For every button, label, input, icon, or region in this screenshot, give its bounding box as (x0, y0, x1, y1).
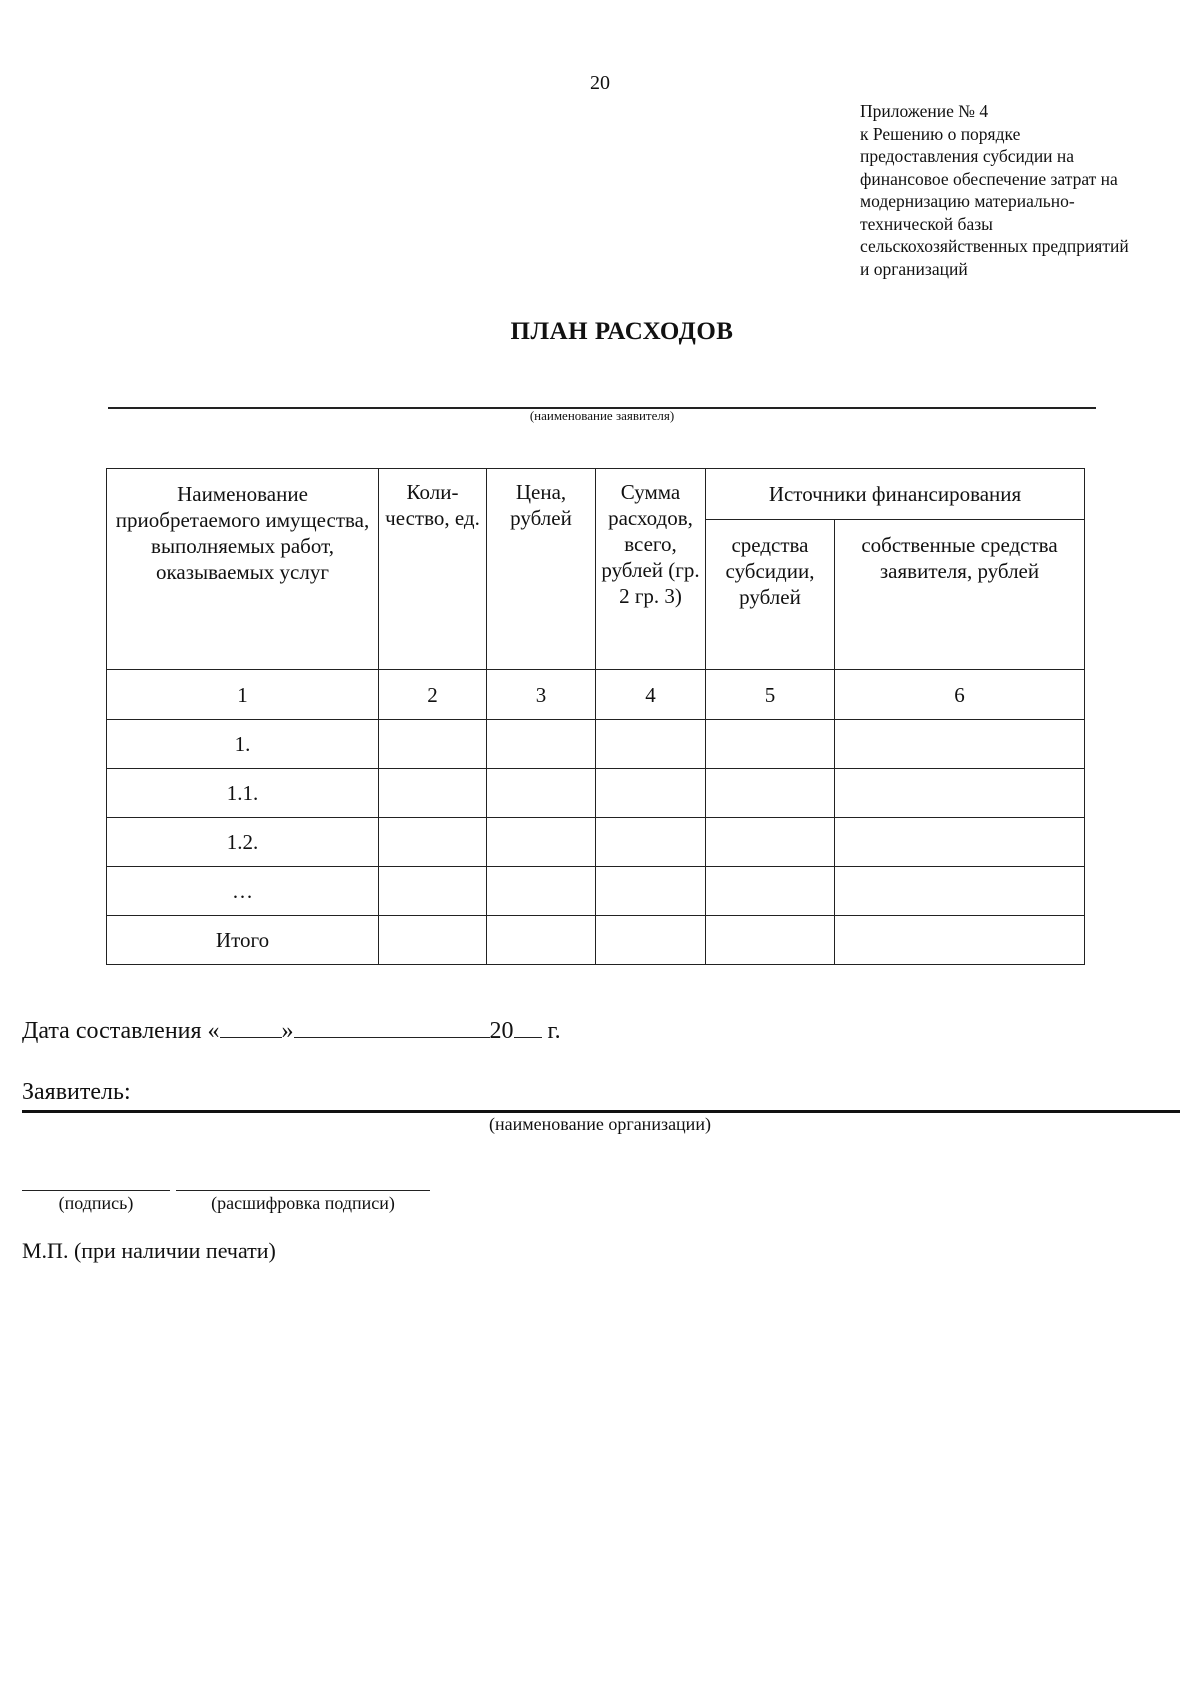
table-cell (379, 916, 487, 965)
table-cell (706, 916, 835, 965)
column-number: 2 (379, 670, 487, 720)
date-prefix: Дата составления « (22, 1018, 220, 1044)
table-cell (706, 769, 835, 818)
appendix-note (860, 100, 1180, 280)
table-cell (487, 916, 596, 965)
column-numbers-row (107, 670, 1085, 720)
table-cell (379, 769, 487, 818)
appendix-line: Приложение № 4 (860, 101, 989, 121)
appendix-line: предоставления субсидии на (860, 146, 1075, 166)
date-mid: » (281, 1018, 294, 1044)
header-own-funds: собственные средства заявителя, рублей (835, 520, 1085, 670)
month-blank (294, 1015, 490, 1038)
column-number: 5 (706, 670, 835, 720)
year-blank (514, 1015, 542, 1038)
applicant-name-caption: (наименование заявителя) (529, 408, 675, 423)
date-suffix: г. (547, 1018, 561, 1044)
table-cell (487, 720, 596, 769)
appendix-line: технической базы (860, 213, 993, 234)
table-cell (835, 916, 1085, 965)
column-number: 1 (107, 670, 379, 720)
table-cell (596, 769, 706, 818)
row-label: 1. (107, 720, 379, 769)
header-item-name: Наименование приобретаемого имущества, выполняемых работ, оказываемых услуг (107, 469, 379, 670)
table-cell (379, 867, 487, 916)
column-number: 6 (835, 670, 1085, 720)
signature-decode-line (176, 1190, 430, 1191)
table-row (107, 720, 1085, 769)
page-number: 20 (590, 72, 610, 94)
signature-decode-caption: (расшифровка подписи) (211, 1193, 395, 1213)
row-label: 1.2. (107, 818, 379, 867)
signature-line (22, 1190, 170, 1191)
table-cell (379, 818, 487, 867)
table-cell (596, 818, 706, 867)
appendix-line: к Решению о порядке (860, 123, 1021, 144)
table-cell (487, 867, 596, 916)
stamp-note: М.П. (при наличии печати) (22, 1238, 276, 1263)
table-cell (835, 720, 1085, 769)
appendix-line: сельскохозяйственных предприятий (860, 236, 1129, 256)
table-row (107, 867, 1085, 916)
appendix-line: и организаций (860, 258, 968, 279)
date-year: 20 (489, 1018, 514, 1044)
compilation-date-line (22, 1015, 561, 1045)
expense-plan-table (106, 468, 1085, 965)
appendix-line: финансовое обеспечение затрат на (860, 168, 1118, 189)
table-row (107, 818, 1085, 867)
header-financing-sources: Источники финансирования (706, 469, 1085, 520)
appendix-line: модернизацию материально- (860, 191, 1075, 211)
organization-name-line (22, 1110, 1180, 1113)
column-number: 4 (596, 670, 706, 720)
organization-name-caption: (наименование организации) (489, 1114, 711, 1134)
table-cell (706, 720, 835, 769)
row-label: Итого (107, 916, 379, 965)
signature-caption: (подпись) (58, 1193, 134, 1213)
table-row (107, 769, 1085, 818)
table-cell (596, 867, 706, 916)
table-cell (835, 769, 1085, 818)
table-cell (706, 867, 835, 916)
header-total-expenses: Сумма расходов, всего, рублей (гр. 2 гр. 3) (596, 469, 706, 670)
document-title: ПЛАН РАСХОДОВ (510, 318, 734, 345)
applicant-label: Заявитель: (22, 1079, 131, 1105)
table-cell (706, 818, 835, 867)
column-number: 3 (487, 670, 596, 720)
table-cell (379, 720, 487, 769)
table-cell (835, 818, 1085, 867)
table-cell (835, 867, 1085, 916)
header-price: Цена, рублей (487, 469, 596, 670)
table-cell (487, 769, 596, 818)
table-cell (596, 720, 706, 769)
row-label: 1.1. (107, 769, 379, 818)
header-quantity: Коли-чество, ед. (379, 469, 487, 670)
table-row-total (107, 916, 1085, 965)
day-blank (220, 1015, 282, 1038)
table-cell (596, 916, 706, 965)
table-cell (487, 818, 596, 867)
row-label: … (107, 867, 379, 916)
header-subsidy-funds: средства субсидии, рублей (706, 520, 835, 670)
